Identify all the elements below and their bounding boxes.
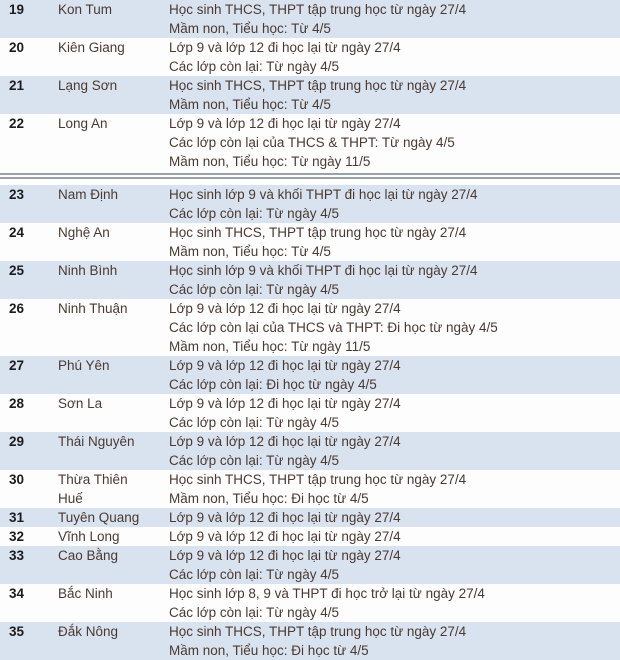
schedule-line: Mầm non, Tiểu học: Từ ngày 11/5 — [169, 154, 371, 169]
schedule-cell — [169, 38, 620, 76]
schedule-cell — [169, 584, 620, 622]
row-number-cell: 19 — [9, 2, 25, 17]
row-number-cell: 25 — [9, 263, 25, 278]
province-name-cell: Ninh Thuận — [58, 301, 128, 316]
schedule-line: Lớp 9 và lớp 12 đi học lại từ ngày 27/4 — [169, 529, 401, 544]
schedule-cell — [169, 261, 620, 299]
schedule-line: Học sinh THCS, THPT tập trung học từ ngày 27/4 — [169, 472, 467, 487]
row-number-cell: 28 — [9, 396, 25, 411]
schedule-line: Lớp 9 và lớp 12 đi học lại từ ngày 27/4 — [169, 396, 401, 411]
schedule-line: Lớp 9 và lớp 12 đi học lại từ ngày 27/4 — [169, 548, 401, 563]
schedule-line: Mầm non, Tiểu học: Từ ngày 11/5 — [169, 339, 371, 354]
row-number-cell: 23 — [9, 187, 25, 202]
province-name-cell: Kiên Giang — [58, 40, 125, 55]
schedule-cell — [169, 356, 620, 394]
table-row — [0, 0, 620, 38]
schedule-cell — [169, 185, 620, 223]
schedule-cell — [169, 114, 620, 171]
table-row — [0, 223, 620, 261]
province-name-cell: Cao Bằng — [58, 548, 119, 563]
row-number-cell: 33 — [9, 548, 25, 563]
schedule-cell — [169, 546, 620, 584]
province-name-cell: Thái Nguyên — [58, 434, 135, 449]
schedule-line: Lớp 9 và lớp 12 đi học lại từ ngày 27/4 — [169, 510, 401, 525]
schedule-line: Lớp 9 và lớp 12 đi học lại từ ngày 27/4 — [169, 301, 401, 316]
schedule-line: Lớp 9 và lớp 12 đi học lại từ ngày 27/4 — [169, 40, 401, 55]
row-number-cell: 24 — [9, 225, 25, 240]
table-row — [0, 38, 620, 76]
province-name-cell: Phú Yên — [58, 358, 110, 373]
schedule-line: Các lớp còn lại: Từ ngày 4/5 — [169, 206, 339, 221]
row-number-cell: 29 — [9, 434, 25, 449]
table-row — [0, 394, 620, 432]
schedule-cell — [169, 470, 620, 508]
province-name-cell: Ninh Bình — [58, 263, 118, 278]
page-break-divider — [0, 171, 620, 185]
schedule-line: Lớp 9 và lớp 12 đi học lại từ ngày 27/4 — [169, 434, 401, 449]
row-number-cell: 35 — [9, 624, 25, 639]
schedule-line: Các lớp còn lại: Từ ngày 4/5 — [169, 59, 339, 74]
province-name-cell: Tuyên Quang — [58, 510, 140, 525]
row-number-cell: 20 — [9, 40, 25, 55]
schedule-line: Mầm non, Tiểu học: Từ 4/5 — [169, 244, 331, 259]
province-name-cell: Sơn La — [58, 396, 103, 411]
schedule-line: Các lớp còn lại: Từ ngày 4/5 — [169, 282, 339, 297]
schedule-line: Các lớp còn lại: Từ ngày 4/5 — [169, 415, 339, 430]
schedule-line: Học sinh lớp 9 và khối THPT đi học lại từ ngày 27/4 — [169, 187, 478, 202]
schedule-line: Học sinh lớp 8, 9 và THPT đi học trở lại từ ngày 27/4 — [169, 586, 485, 601]
schedule-cell — [169, 394, 620, 432]
row-number-cell: 30 — [9, 472, 25, 487]
table-row — [0, 432, 620, 470]
row-number-cell: 31 — [9, 510, 25, 525]
schedule-line: Lớp 9 và lớp 12 đi học lại từ ngày 27/4 — [169, 358, 401, 373]
schedule-cell — [169, 76, 620, 114]
province-name-cell: Thừa Thiên Huế — [58, 472, 128, 506]
table-row — [0, 299, 620, 356]
province-name-cell: Bắc Ninh — [58, 586, 113, 601]
table-row — [0, 114, 620, 171]
schedule-line: Học sinh THCS, THPT tập trung học từ ngày 27/4 — [169, 78, 467, 93]
schedule-line: Mầm non, Tiểu học: Từ 4/5 — [169, 97, 331, 112]
schedule-line: Mầm non, Tiểu học: Đi học từ 4/5 — [169, 491, 369, 506]
schedule-line: Các lớp còn lại của THCS & THPT: Từ ngày 4/5 — [169, 135, 455, 150]
row-number-cell: 26 — [9, 301, 25, 316]
table-row — [0, 508, 620, 527]
province-name-cell: Nghệ An — [58, 225, 110, 240]
province-name-cell: Đắk Nông — [58, 624, 119, 639]
table-row — [0, 356, 620, 394]
table-row — [0, 76, 620, 114]
province-name-cell: Kon Tum — [58, 2, 113, 17]
schedule-line: Các lớp còn lại: Đi học từ ngày 4/5 — [169, 377, 377, 392]
table-row — [0, 470, 620, 508]
province-name-cell: Vĩnh Long — [58, 529, 120, 544]
row-number-cell: 27 — [9, 358, 25, 373]
schedule-cell — [169, 508, 620, 527]
province-name-cell: Long An — [58, 116, 108, 131]
schedule-cell — [169, 622, 620, 660]
row-number-cell: 22 — [9, 116, 25, 131]
province-name-cell: Nam Định — [58, 187, 119, 202]
table-row — [0, 527, 620, 546]
schedule-line: Lớp 9 và lớp 12 đi học lại từ ngày 27/4 — [169, 116, 401, 131]
row-number-cell: 21 — [9, 78, 25, 93]
row-number-cell: 32 — [9, 529, 25, 544]
schedule-cell — [169, 0, 620, 38]
schedule-cell — [169, 299, 620, 356]
schedule-line: Các lớp còn lại: Từ ngày 4/5 — [169, 453, 339, 468]
schedule-line: Mầm non, Tiểu học: Từ 4/5 — [169, 21, 331, 36]
schedule-line: Mầm non, Tiểu học: Đi học từ 4/5 — [169, 643, 369, 658]
schedule-line: Học sinh lớp 9 và khối THPT đi học lại từ ngày 27/4 — [169, 263, 478, 278]
table-row — [0, 622, 620, 660]
row-number-cell: 34 — [9, 586, 25, 601]
table-row — [0, 185, 620, 223]
schedule-line: Học sinh THCS, THPT tập trung học từ ngày 27/4 — [169, 624, 467, 639]
table-row — [0, 584, 620, 622]
schedule-line: Học sinh THCS, THPT tập trung học từ ngày 27/4 — [169, 2, 467, 17]
schedule-line: Các lớp còn lại: Từ ngày 4/5 — [169, 605, 339, 620]
table-row — [0, 546, 620, 584]
schedule-line: Các lớp còn lại của THCS và THPT: Đi học từ ngày 4/5 — [169, 320, 498, 335]
schedule-cell — [169, 527, 620, 546]
table-row — [0, 261, 620, 299]
schedule-cell — [169, 223, 620, 261]
schedule-line: Các lớp còn lại: Từ ngày 4/5 — [169, 567, 339, 582]
schedule-line: Học sinh THCS, THPT tập trung học từ ngày 27/4 — [169, 225, 467, 240]
province-name-cell: Lạng Sơn — [58, 78, 118, 93]
schedule-cell — [169, 432, 620, 470]
